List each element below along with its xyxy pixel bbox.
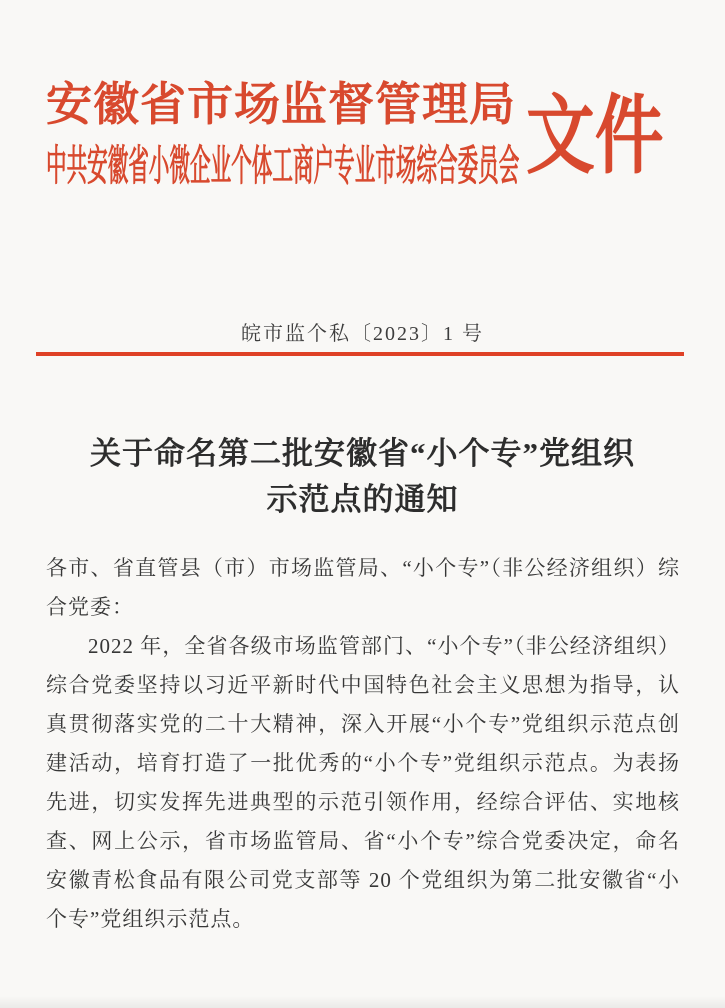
body-paragraph: 2022 年，全省各级市场监管部门、“小个专”（非公经济组织）综合党委坚持以习近平新时代中国特色社会主义思想为指导，认真贯彻落实党的二十大精神，深入开展“小个专”党组织示范点创建活动，培育打造了一批优秀的“小个专”党组织示范点。为表扬先进，切实发挥先进典型的示范引领作用，经综合评估、实地核查、网上公示，省市场监管局、省“小个专”综合党委决定，命名安徽青松食品有限公司党支部等 20 个党组织为第二批安徽省“小个专”党组织示范点。 — [46, 634, 680, 931]
letterhead — [46, 74, 686, 191]
title-line-2: 示范点的通知 — [266, 482, 459, 517]
agency-name-primary: 安徽省市场监督管理局 — [46, 79, 516, 130]
red-separator-line — [36, 352, 684, 356]
document-body — [46, 549, 680, 939]
agency-name-secondary: 中共安徽省小微企业个体工商户专业市场综合委员会 — [46, 144, 520, 190]
title-line-1: 关于命名第二批安徽省“小个专”党组织 — [90, 436, 635, 471]
salutation: 各市、省直管县（市）市场监管局、“小个专”（非公经济组织）综合党委： — [46, 556, 680, 619]
document-number: 皖市监个私〔2023〕1 号 — [241, 323, 484, 345]
agency-name-block — [46, 74, 524, 191]
document-type-label: 文件 — [526, 87, 664, 184]
document-title — [0, 431, 725, 523]
